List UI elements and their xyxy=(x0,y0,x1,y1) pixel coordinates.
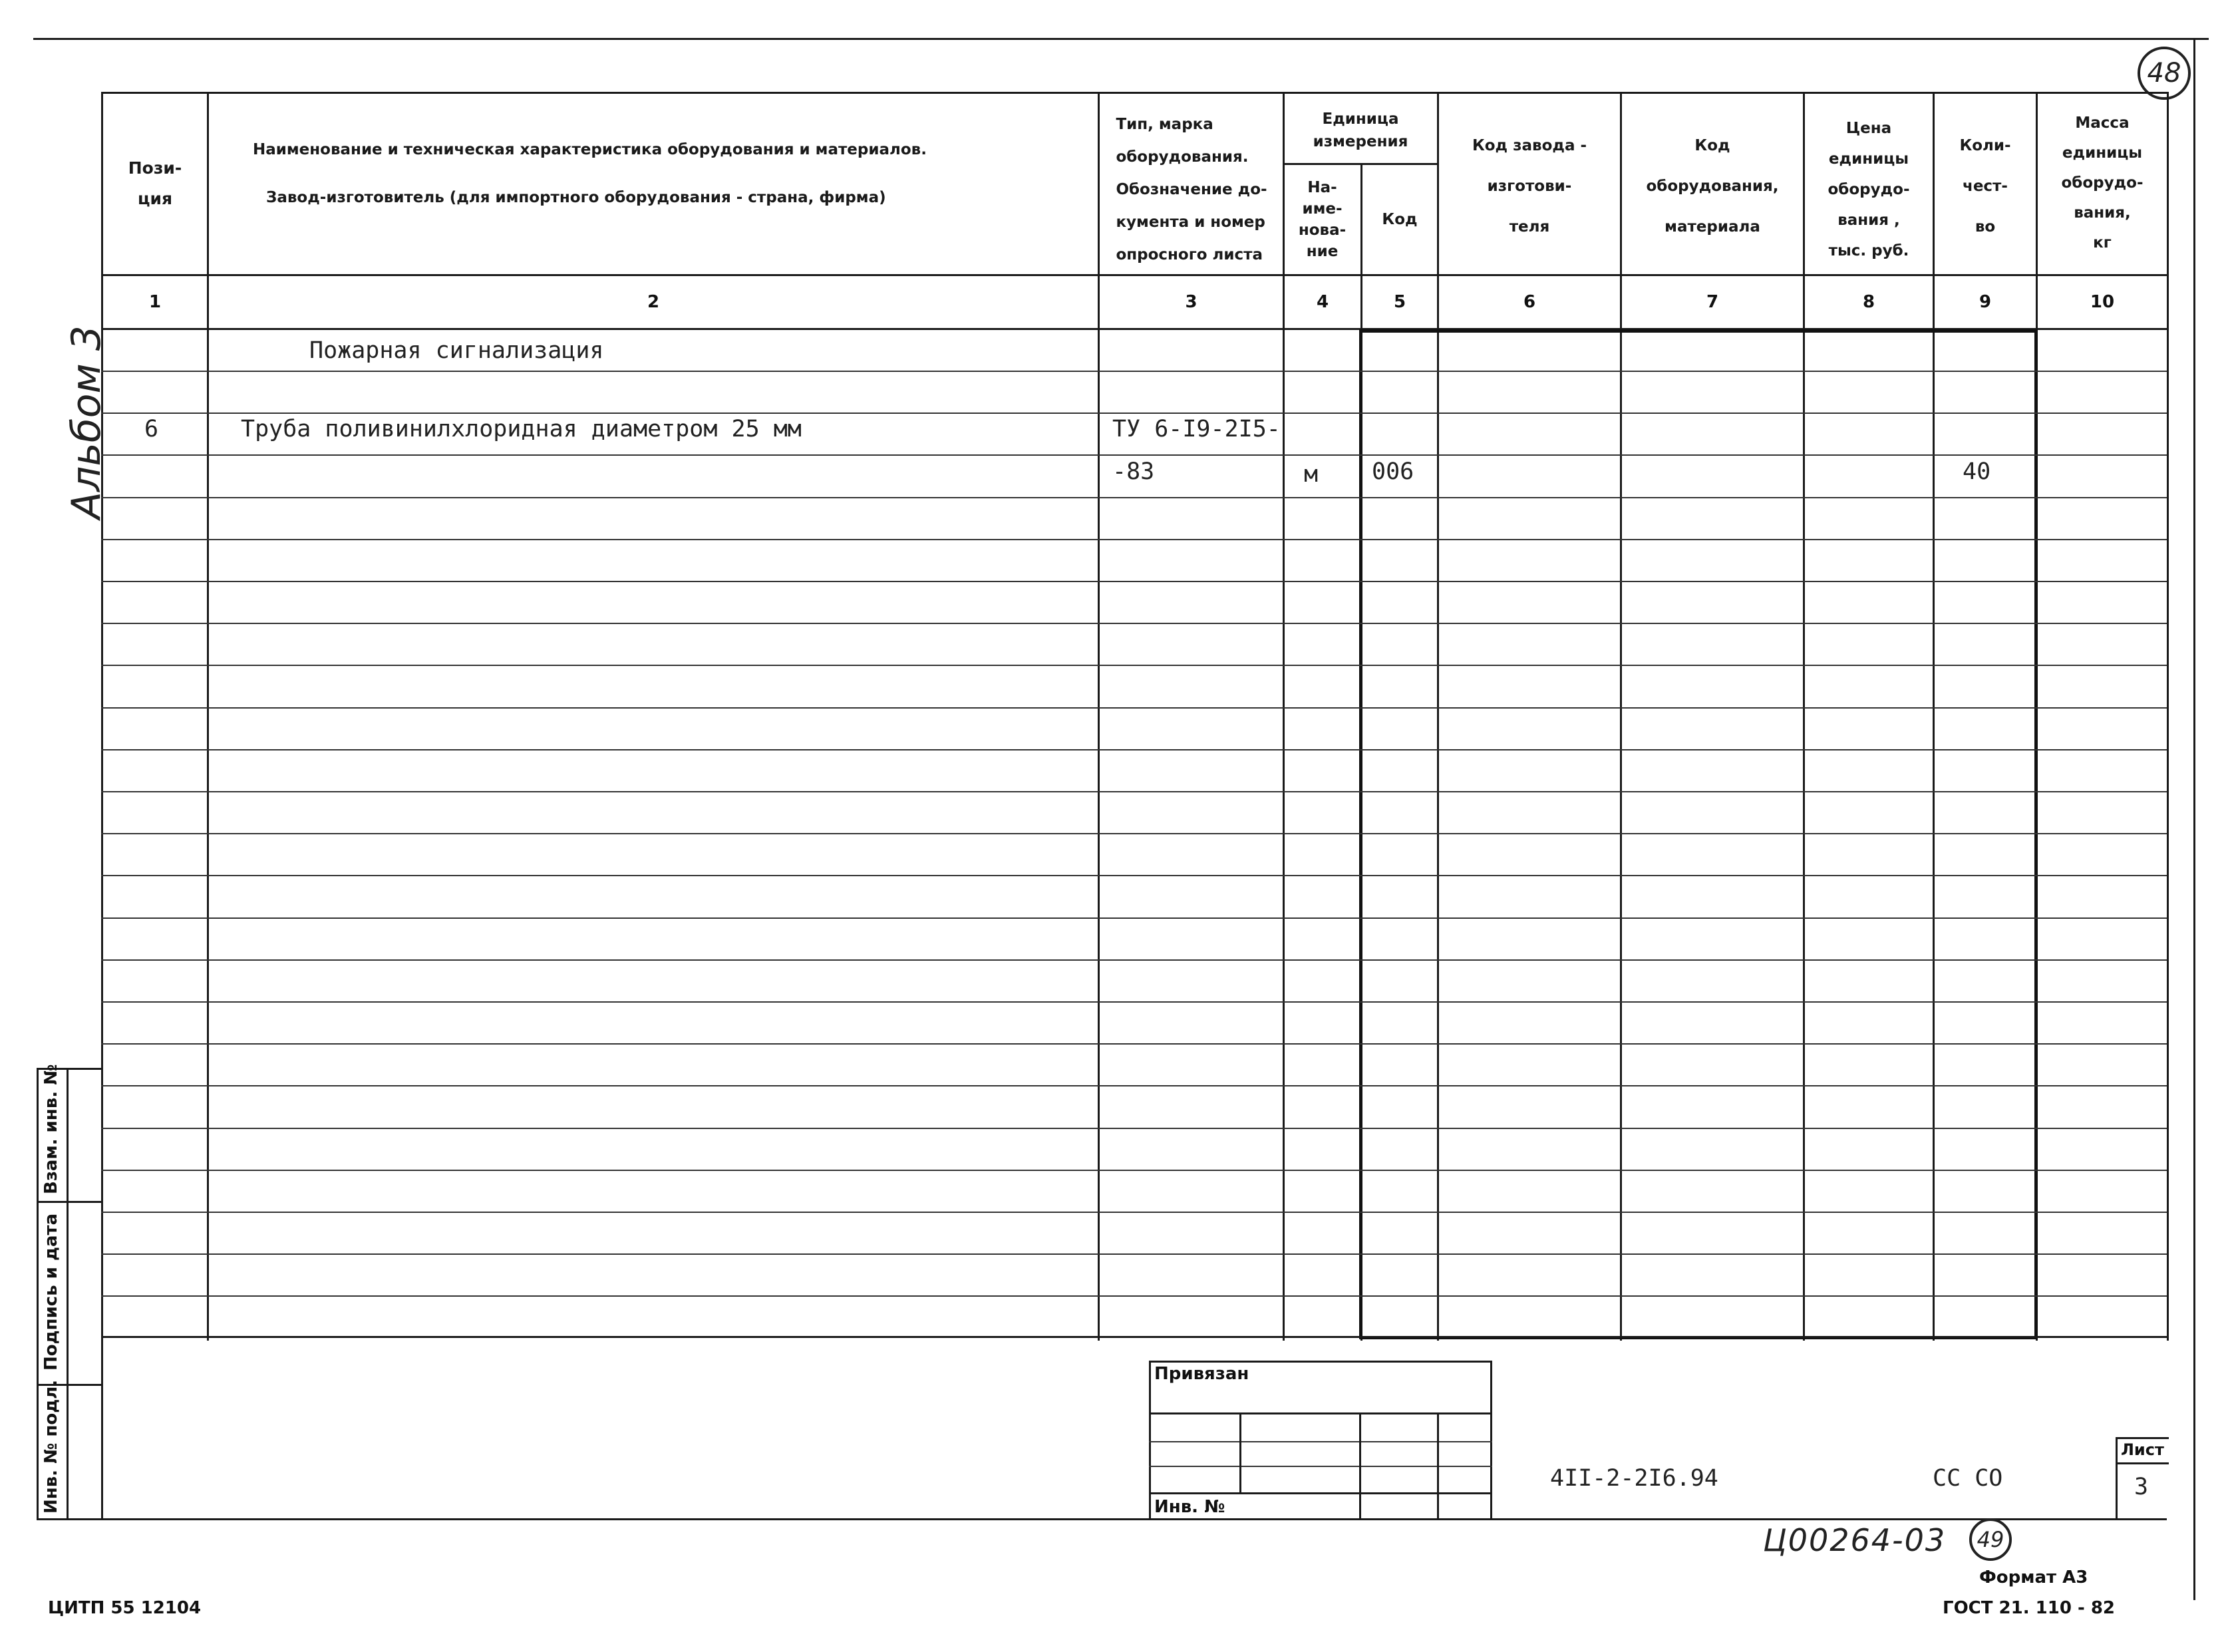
title-designation: 4II-2-2I6.94 xyxy=(1550,1465,1718,1492)
title-privyazan-col3 xyxy=(1437,1412,1439,1520)
header-position: Пози- ция xyxy=(128,158,182,208)
title-privyazan-right xyxy=(1490,1361,1492,1520)
stamp-inv-podl: Инв. № подл. xyxy=(41,1379,61,1514)
top-trim-line xyxy=(33,38,2209,40)
header-type-mark: Тип, марка оборудования. Обозначение до- кумента и номер опросного листа xyxy=(1116,115,1267,263)
footer-left: ЦИТП 55 12104 xyxy=(48,1598,202,1618)
header-name-line2: Завод-изготовитель (для импортного оборудования - страна, фирма) xyxy=(266,188,886,206)
handwritten-code: Ц00264-03 xyxy=(1763,1522,1947,1558)
table-right-border xyxy=(2167,92,2169,1341)
colnum-5: 5 xyxy=(1393,292,1406,312)
colnum-7: 7 xyxy=(1706,292,1719,312)
unit-group-divider xyxy=(1283,163,1437,165)
title-privyazan-div1 xyxy=(1149,1412,1492,1414)
stamp-podpis-data: Подпись и дата xyxy=(41,1213,61,1371)
row-line xyxy=(101,1043,2167,1045)
row-line xyxy=(101,707,2167,709)
row-line xyxy=(101,623,2167,624)
item-quantity: 40 xyxy=(1963,458,1991,485)
header-equipment-code: Код оборудования, материала xyxy=(1646,136,1779,236)
item-unit: м xyxy=(1304,461,1319,488)
header-factory-code: Код завода - изготови- теля xyxy=(1472,136,1587,236)
row-line xyxy=(101,1170,2167,1171)
header-unit-name: На- име- нова- ние xyxy=(1298,179,1347,260)
row-line xyxy=(101,581,2167,582)
item-unit-code: 006 xyxy=(1372,458,1414,485)
table-top-border xyxy=(101,92,2169,94)
title-privyazan-div2 xyxy=(1149,1441,1492,1442)
row-line xyxy=(101,1212,2167,1213)
row-line xyxy=(101,1001,2167,1003)
row-line xyxy=(101,1295,2167,1297)
header-unit-group: Единица измерения xyxy=(1313,110,1408,150)
title-sheet-mid xyxy=(2116,1462,2169,1464)
stamp-left-outer xyxy=(37,1068,39,1520)
row-line xyxy=(101,665,2167,666)
page-number-bottom xyxy=(1969,1518,2012,1561)
stamp-vzam-inv: Взам. инв. № xyxy=(41,1064,61,1194)
title-privyazan-col2 xyxy=(1359,1412,1361,1520)
page-number-bottom-text: 49 xyxy=(1977,1527,2004,1552)
row-line xyxy=(101,539,2167,540)
header-quantity: Коли- чест- во xyxy=(1959,136,2011,236)
header-unit-code: Код xyxy=(1382,210,1418,228)
row-line xyxy=(101,454,2167,456)
title-mark: СС СО xyxy=(1933,1465,2003,1492)
header-name-line1: Наименование и техническая характеристика оборудования и материалов. xyxy=(253,140,927,158)
section-title: Пожарная сигнализация xyxy=(309,337,604,364)
item-doc-line2: -83 xyxy=(1112,458,1155,485)
colnum-9: 9 xyxy=(1979,292,1992,312)
footer-gost: ГОСТ 21. 110 - 82 xyxy=(1943,1598,2115,1618)
right-trim-line xyxy=(2193,40,2195,1600)
colnum-10: 10 xyxy=(2090,292,2115,312)
title-sheet-value: 3 xyxy=(2134,1474,2149,1500)
footer-format: Формат А3 xyxy=(1979,1568,2088,1587)
stamp-inner-divider xyxy=(67,1068,69,1520)
item-name: Труба поливинилхлоридная диаметром 25 мм xyxy=(241,416,802,442)
colnum-4: 4 xyxy=(1316,292,1329,312)
row-line xyxy=(101,1253,2167,1255)
row-line xyxy=(101,833,2167,834)
title-privyazan-div3 xyxy=(1149,1466,1492,1467)
title-inv-no-label: Инв. № xyxy=(1154,1497,1225,1517)
row-line xyxy=(101,959,2167,961)
header-price: Цена единицы оборудо- вания , тыс. руб. xyxy=(1828,120,1910,259)
row-line xyxy=(101,917,2167,919)
colnum-8: 8 xyxy=(1862,292,1875,312)
stamp-bottom xyxy=(37,1518,103,1520)
item-position: 6 xyxy=(144,416,159,442)
row-line xyxy=(101,749,2167,750)
page-number-top-text: 48 xyxy=(2147,58,2181,88)
row-line xyxy=(101,1128,2167,1129)
row-line xyxy=(101,1085,2167,1086)
row-line xyxy=(101,791,2167,792)
colnum-3: 3 xyxy=(1185,292,1197,312)
title-privyazan-label: Привязан xyxy=(1154,1364,1249,1384)
colnum-6: 6 xyxy=(1523,292,1536,312)
row-line xyxy=(101,875,2167,876)
stamp-div-1 xyxy=(37,1201,103,1203)
item-doc-line1: ТУ 6-I9-2I5- xyxy=(1112,416,1281,442)
title-sheet-label: Лист xyxy=(2121,1440,2164,1459)
row-line xyxy=(101,371,2167,372)
title-sheet-left xyxy=(2116,1437,2118,1520)
title-privyazan-left xyxy=(1149,1361,1151,1520)
title-privyazan-div4 xyxy=(1149,1492,1492,1494)
header-mass: Масса единицы оборудо- вания, кг xyxy=(2061,114,2144,251)
title-sheet-top xyxy=(2116,1437,2169,1439)
title-privyazan-top xyxy=(1149,1361,1492,1363)
row-line-last xyxy=(101,1336,2167,1338)
row-line xyxy=(101,413,2167,414)
colnum-1: 1 xyxy=(148,292,162,312)
table-bottom-border xyxy=(101,1518,2167,1520)
title-privyazan-col1 xyxy=(1239,1412,1241,1492)
colnum-2: 2 xyxy=(647,292,660,312)
row-line xyxy=(101,497,2167,498)
handwritten-album: Альбом 3 xyxy=(63,325,110,519)
thick-top-col5-9 xyxy=(1359,329,2038,333)
